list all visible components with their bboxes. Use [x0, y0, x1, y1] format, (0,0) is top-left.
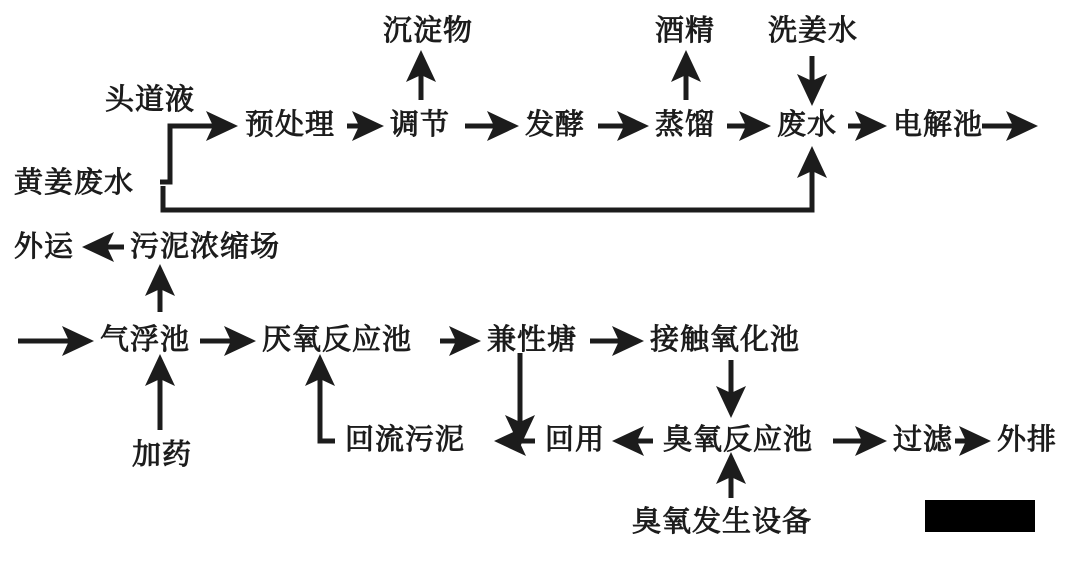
node-xijiangshui: 洗姜水	[768, 13, 859, 47]
node-zhengliu: 蒸馏	[655, 107, 716, 141]
node-huangjiangfeishui: 黄姜废水	[14, 165, 135, 199]
node-fajiao: 发酵	[525, 107, 586, 141]
node-jianxingtang: 兼性塘	[487, 322, 578, 356]
node-qifuchi: 气浮池	[100, 322, 191, 356]
node-huiliuwuni: 回流污泥	[345, 422, 466, 456]
node-jiayao: 加药	[132, 437, 193, 471]
redaction-block	[925, 500, 1035, 532]
node-jiujing: 酒精	[655, 13, 716, 47]
node-chouyangfashengshebei: 臭氧发生设备	[632, 504, 813, 538]
node-huiyong: 回用	[545, 422, 606, 456]
node-waipai: 外排	[997, 422, 1058, 456]
node-chouyangfanyingchi: 臭氧反应池	[663, 422, 814, 456]
node-yanyangfanyingchi: 厌氧反应池	[262, 322, 413, 356]
node-waiyun: 外运	[14, 229, 75, 263]
node-dianjiechi: 电解池	[893, 107, 984, 141]
node-toudaoye: 头道液	[105, 82, 196, 116]
node-guolv: 过滤	[893, 422, 954, 456]
node-jiechuyanghuachi: 接触氧化池	[650, 322, 801, 356]
node-tiaojie: 调节	[390, 107, 451, 141]
node-yuchuli: 预处理	[245, 107, 336, 141]
node-wunizhuangsuochang: 污泥浓缩场	[130, 229, 281, 263]
node-chendianwu: 沉淀物	[383, 13, 474, 47]
node-feishui: 废水	[777, 107, 838, 141]
